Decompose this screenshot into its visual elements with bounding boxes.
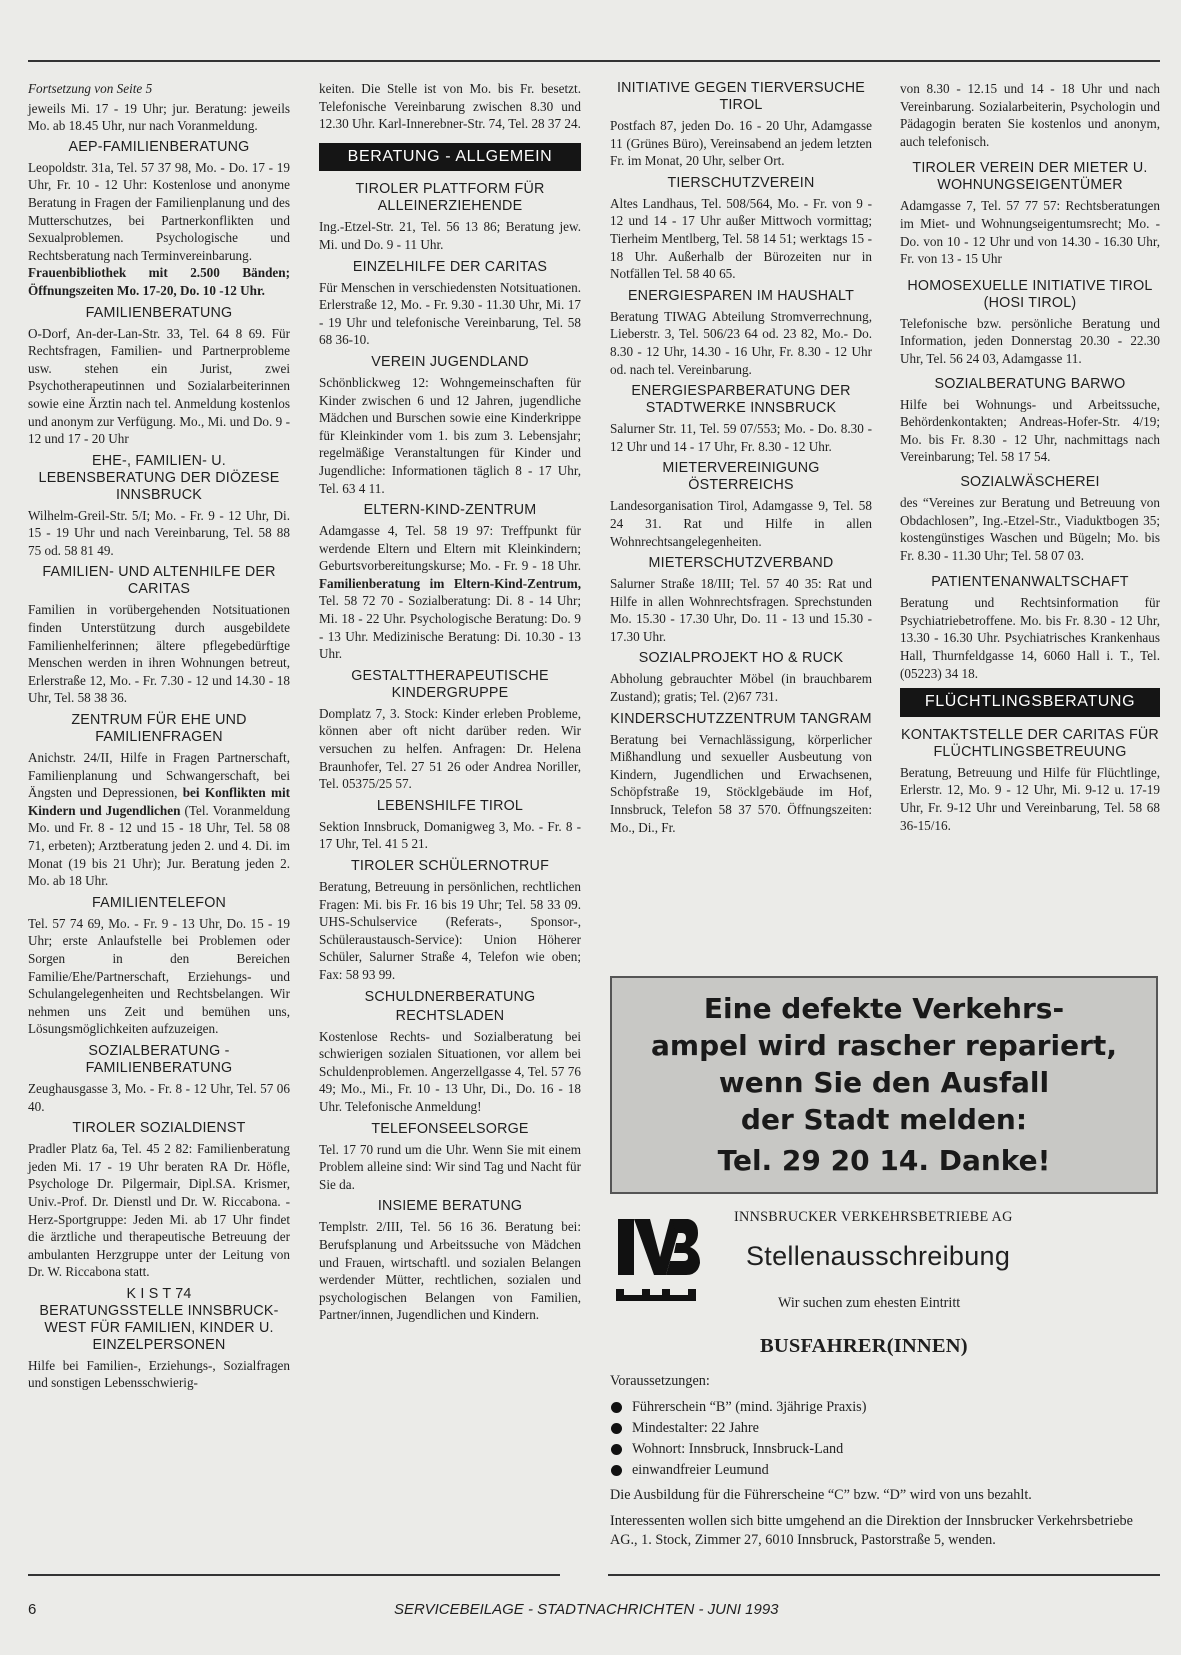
section-ho-ruck	[610, 650, 872, 705]
intro-text: von 8.30 - 12.15 und 14 - 18 Uhr und nach Vereinbarung. Sozialarbeiterin, Psychologin und Pädagogin beraten Sie kostenlos und anonym, auch telefonisch.	[900, 81, 1160, 149]
section-kist	[28, 1286, 290, 1392]
body-part: Adamgasse 4, Tel. 58 19 97: Treffpunkt für werdende Eltern und Eltern mit Kleinkindern; Geburtsvorbereitungskurse; Mo. - Fr. 9 - 18 Uhr.	[319, 523, 581, 574]
section-altenhilfe	[28, 564, 290, 707]
traffic-light-ad	[610, 976, 1158, 1194]
section-body: Beratung, Betreuung in persönlichen, rechtlichen Fragen: Mi. bis Fr. 16 bis 19 Uhr; Tel. 58 33 09. UHS-Schulservice (Referats-, Sponsor-, Schüleraustausch-Service): Union Höherer Schüler, Salurner Straße 4, Telefon wie oben; Fax: 58 93 99.	[319, 879, 581, 982]
section-body: Salurner Straße 18/III; Tel. 57 40 35: Rat und Hilfe in allen Wohnrechtsfragen. Sprechstunden Mo. 15.30 - 17.30 Uhr, Do. 11 - 13 und 15.30 - 17.30 Uhr.	[610, 576, 872, 644]
body-bold: bei Konflikten mit Kindern und Jugendlichen	[28, 785, 291, 818]
section-aep	[28, 139, 290, 300]
list-item: Führerschein “B” (mind. 3jährige Praxis)	[610, 1397, 866, 1418]
section-title: SOZIALBERATUNG - FAMILIENBERATUNG	[85, 1042, 233, 1076]
section-body: Templstr. 2/III, Tel. 56 16 36. Beratung bei: Berufsplanung und Arbeitssuche von Mädchen und Frauen, wirtschaftl. und sozialen Belangen werdender Mütter, rechtlichen, sozialen und psychologischen Belangen von Familien, Partner/innen, Jugendlichen und Kindern.	[319, 1219, 581, 1323]
section-body: Sektion Innsbruck, Domanigweg 3, Mo. - Fr. 8 - 17 Uhr, Tel. 41 5 21.	[319, 818, 581, 852]
section-title: SOZIALPROJEKT HO & RUCK	[638, 650, 844, 667]
section-body: Familien in vorübergehenden Notsituationen finden Unterstützung durch ausgebildete Familienhelferinnen; ältere pflegebedürftige Menschen werden in ihren Wohnungen betreut, Erlerstraße 12, Mo. - Fr. 7.30 - 12 und 14.30 - 18 Uhr, Tel. 58 38 36.	[28, 602, 290, 706]
section-body: Altes Landhaus, Tel. 508/564, Mo. - Fr. von 9 - 12 und 14 - 17 Uhr außer Mittwoch vormittag; Tierheim Mentlberg, Tel. 58 14 51; werktags 15 - 18 Uhr. Außerhalb der Bürozeiten nur in Notfällen Tel. 58 40 65.	[610, 195, 872, 282]
section-sozialberatung	[28, 1043, 290, 1115]
section-mieter-eigentuemer	[900, 160, 1160, 267]
section-title: EHE-, FAMILIEN- U. LEBENSBERATUNG DER DIÖZESE INNSBRUCK	[38, 452, 280, 503]
section-body: Telefonische bzw. persönliche Beratung und Information, jeden Donnerstag 20.30 - 22.30 Uhr, Tel. 56 24 03, Adamgasse 11.	[900, 315, 1160, 366]
bottom-rule-right	[608, 1574, 1160, 1576]
ad-line: Tel. 29 20 14. Danke!	[717, 1144, 1051, 1177]
section-title: TIROLER SCHÜLERNOTRUF	[350, 858, 550, 874]
ad-line: der Stadt melden:	[740, 1103, 1028, 1136]
section-body: Landesorganisation Tirol, Adamgasse 9, Tel. 58 24 31. Rat und Hilfe in allen Wohnrechtsangelegenheiten.	[610, 498, 872, 549]
page-number: 6	[28, 1601, 37, 1618]
section-title: SOZIALBERATUNG BARWO	[934, 375, 1126, 392]
ad-seek: Wir suchen zum ehesten Eintritt	[778, 1295, 961, 1311]
body-bold: Familienberatung im Eltern-Kind-Zentrum,	[319, 575, 581, 591]
section-title: TIERSCHUTZVEREIN	[667, 174, 815, 191]
section-mietervereinigung	[610, 460, 872, 550]
section-body: Salurner Str. 11, Tel. 59 07/553; Mo. - Do. 8.30 - 12 Uhr und 14 - 17 Uhr, Fr. 8.30 - 12 Uhr.	[610, 421, 872, 454]
section-title: PATIENTENANWALTSCHAFT	[931, 574, 1129, 591]
section-title: SCHULDNERBERATUNG	[364, 988, 536, 1005]
section-body: Leopoldstr. 31a, Tel. 57 37 98, Mo. - Do. 17 - 19 Uhr, Fr. 10 - 12 Uhr: Kostenlose und anonyme Beratung in Fragen der Familienplanung und des Mutterschutzes, bei Partnerkonflikten und Sexualproblemen. Psychologische und Rechtsberatung nach Terminvereinbarung.	[28, 159, 290, 263]
column-2	[319, 80, 581, 1329]
section-title: K I S T 74	[126, 1285, 192, 1302]
section-title: TELEFONSEELSORGE	[371, 1120, 529, 1137]
section-body: Beratung, Betreuung und Hilfe für Flüchtlinge, Erlerstr. 12, Mo. 9 - 12 Uhr, Mi. 9-12 u. 17-19 Uhr, Fr. 9-12 Uhr und Vereinbarung, Tel. 58 68 36-15/16.	[900, 764, 1160, 833]
section-zentrum-ehe	[28, 712, 290, 890]
publication-footer: SERVICEBEILAGE - STADTNACHRICHTEN - JUNI 1993	[394, 1601, 779, 1618]
section-body: Beratung und Rechtsinformation für Psychiatriebetroffene. Mo. bis Fr. 8.30 - 12 Uhr, 13.30 - 16.30 Uhr. Psychiatrisches Krankenhaus Hall, Thurnfeldgasse 14, 6060 Hall i. T., Tel. (05223) 34 18.	[900, 595, 1160, 681]
job-title: BUSFAHRER(INNEN)	[760, 1335, 968, 1357]
ad-line: Eine defekte Verkehrs-	[703, 992, 1065, 1025]
section-title: TIROLER PLATTFORM FÜR ALLEINERZIEHENDE	[355, 181, 545, 215]
section-title: KONTAKTSTELLE DER CARITAS FÜR FLÜCHTLINGSBETREUUNG	[901, 726, 1159, 760]
ad-line: wenn Sie den Ausfall	[718, 1066, 1050, 1099]
section-body	[28, 749, 290, 890]
section-body: Hilfe bei Wohnungs- und Arbeitssuche, Behördenkontakten; Andreas-Hofer-Str. 4/19; Mo. bis Fr. 8.30 - 12 Uhr, nachmittags nach Vereinbarung; Tel. 58 17 54.	[900, 396, 1160, 465]
section-body: Beratung bei Vernachlässigung, körperlicher Mißhandlung und sexueller Ausbeutung von Kindern, Jugendlichen und Erwachsenen, Schöpfstraße 19, Stöcklgebäude im Hof, Innsbruck, Telefon 58 37 570. Öffnungszeiten: Mo., Di., Fr.	[610, 731, 872, 835]
section-title: GESTALTTHERAPEUTISCHE KINDERGRUPPE	[351, 667, 549, 701]
section-subtitle: BERATUNGSSTELLE INNSBRUCK-WEST FÜR FAMILIEN, KINDER U. EINZELPERSONEN	[39, 1302, 279, 1353]
body-part: (Tel. Voranmeldung Mo. und Fr. 8 - 12 und 15 - 18 Uhr, Tel. 58 08 71, erbeten); Arztberatung jeden 2. und 4. Di. im Monat (19 bis 21 Uhr); Jur. Beratung jeden 2. Mo. ab 18 Uhr.	[28, 802, 290, 889]
section-title: LEBENSHILFE TIROL	[376, 797, 524, 814]
section-gestalttherapie	[319, 668, 581, 793]
section-body: Zeughausgasse 3, Mo. - Fr. 8 - 12 Uhr, Tel. 57 06 40.	[28, 1080, 290, 1114]
section-title: SOZIALWÄSCHEREI	[960, 473, 1100, 490]
section-eltern-kind	[319, 502, 581, 663]
section-body-bold: Frauenbibliothek mit 2.500 Bänden; Öffnungszeiten Mo. 17-20, Do. 10 -12 Uhr.	[28, 265, 290, 298]
section-body: Schönblickweg 12: Wohngemeinschaften für Kinder zwischen 6 und 12 Jahren, jugendliche Mädchen und Burschen sowie eine Kinderkrippe für Kleinkinder vom 1. bis zum 3. Lebensjahr; regelmäßige Veranstaltungen für Kinder und Jugendliche: Informationen täglich 8 - 17 Uhr, Tel. 63 4 11.	[319, 374, 581, 496]
section-body: Hilfe bei Familien-, Erziehungs-, Sozialfragen und sonstigen Lebensschwierig-	[28, 1357, 290, 1391]
section-title: MIETERVEREINIGUNG ÖSTERREICHS	[662, 460, 820, 494]
section-body: Pradler Platz 6a, Tel. 45 2 82: Familienberatung jeden Mi. 17 - 19 Uhr beraten RA Dr. Höfle, Psychologe Dr. Pilgermair, Dipl.SA. Krismer, Univ.-Prof. Dr. Dienstl und Dr. W. Riccabona. - Herz-Sportgruppe: Jeden Mi. ab 17 Uhr findet die ärztliche und therapeutische Betreuung der ambulanten Herzgruppe unter der Leitung von Dr. W. Riccabona statt.	[28, 1141, 290, 1280]
training-note: Die Ausbildung für die Führerscheine “C” bzw. “D” wird von uns bezahlt.	[610, 1487, 1032, 1503]
section-jugendland	[319, 354, 581, 497]
section-body: Tel. 57 74 69, Mo. - Fr. 9 - 13 Uhr, Do. 15 - 19 Uhr; erste Anlaufstelle bei Problemen oder Sorgen in den Bereichen Familie/Ehe/Partnerschaft, Erziehungs- und Schulangelegenheiten und Rechtsbelangen. Wir nehmen uns Zeit und bemühen uns, Lösungsmöglichkeiten aufzuzeigen.	[28, 915, 290, 1037]
section-familientelefon	[28, 895, 290, 1038]
section-schuldnerberatung	[319, 989, 581, 1116]
section-title: AEP-FAMILIENBERATUNG	[68, 138, 250, 155]
section-schuelernotruf	[319, 858, 581, 984]
section-body: Postfach 87, jeden Do. 16 - 20 Uhr, Adamgasse 11 (Grünes Büro), Vereinsabend an jedem letzten Fr. im Monat, 20 Uhr, selber Ort.	[610, 118, 872, 169]
ad-title: Stellenausschreibung	[746, 1241, 1011, 1271]
section-body: Tel. 17 70 rund um die Uhr. Wenn Sie mit einem Problem alleine sind: Wir sind Tag und Nacht für Sie da.	[319, 1141, 581, 1192]
section-energiesparen	[610, 288, 872, 378]
column-4	[900, 80, 1160, 839]
section-sozialwaescherei	[900, 474, 1160, 564]
section-fluechtlinge	[900, 727, 1160, 834]
section-body: des “Vereines zur Beratung und Betreuung von Obdachlosen”, Ing.-Etzel-Str., Viaduktbogen 35; kostengünstiges Waschen und Bügeln; Mo. bis Fr. 8.30 - 11.30 Uhr; Tel. 58 07 03.	[900, 494, 1160, 563]
section-body: Abholung gebrauchter Möbel (in brauchbarem Zustand); gratis; Tel. (2)67 731.	[610, 671, 872, 705]
section-insieme	[319, 1198, 581, 1324]
section-subtitle: RECHTSLADEN	[395, 1007, 505, 1024]
list-item: einwandfreier Leumund	[610, 1460, 866, 1481]
apply-note: Interessenten wollen sich bitte umgehend an die Direktion der Innsbrucker Verkehrsbetriebe AG., 1. Stock, Zimmer 27, 6010 Innsbruck, Pastorstraße 5, wenden.	[610, 1513, 1133, 1548]
section-body: Domplatz 7, 3. Stock: Kinder erleben Probleme, können aber oft nicht darüber reden. Wir versuchen zu helfen. Anfragen: Dr. Helena Braunhofer, Tel. 27 51 26 oder Andrea Noriller, Tel. 05375/25 57.	[319, 705, 581, 792]
section-body	[319, 522, 581, 663]
section-body: Wilhelm-Greil-Str. 5/I; Mo. - Fr. 9 - 12 Uhr, Di. 15 - 19 Uhr und nach Vereinbarung, Tel. 58 88 75 od. 58 81 49.	[28, 507, 290, 558]
requirements-label: Voraussetzungen:	[610, 1373, 710, 1389]
ad-line: ampel wird rascher repariert,	[651, 1029, 1117, 1062]
section-lebenshilfe	[319, 798, 581, 853]
list-item: Mindestalter: 22 Jahre	[610, 1418, 866, 1439]
section-body: Beratung TIWAG Abteilung Stromverrechnung, Lieberstr. 3, Tel. 506/23 64 od. 23 82, Mo.- Do. 8.30 - 12 Uhr, 14.30 - 16 Uhr, Fr. 8.30 - 12 Uhr od. nach tel. Vereinbarung.	[610, 308, 872, 377]
section-title: MIETERSCHUTZVERBAND	[648, 555, 834, 572]
section-mieterschutz	[610, 555, 872, 645]
section-body: Für Menschen in verschiedensten Notsituationen. Erlerstraße 12, Mo. - Fr. 9.30 - 11.30 Uhr, Mi. 17 - 19 Uhr und telefonische Vereinbarung, Tel. 58 68 36-10.	[319, 279, 581, 348]
section-title: FAMILIENBERATUNG	[85, 304, 233, 321]
section-title: FAMILIEN- UND ALTENHILFE DER CARITAS	[42, 564, 276, 598]
section-telefonseelsorge	[319, 1121, 581, 1194]
bottom-rule-left	[28, 1574, 560, 1576]
section-title: ENERGIESPARBERATUNG DER STADTWERKE INNSBRUCK	[631, 383, 851, 417]
section-body: Kostenlose Rechts- und Sozialberatung bei schwierigen sozialen Situationen, vor allem bei Schuldenproblemen. Angerzellgasse 4, Tel. 57 76 49; Mo., Mi., Fr. 10 - 13 Uhr, Di., Do. 16 - 18 Uhr. Telefonische Anmeldung!	[319, 1028, 581, 1114]
section-title: TIROLER SOZIALDIENST	[72, 1120, 246, 1137]
section-body: Ing.-Etzel-Str. 21, Tel. 56 13 86; Beratung jew. Mi. und Do. 9 - 11 Uhr.	[319, 219, 581, 252]
section-tangram	[610, 711, 872, 837]
section-title: ZENTRUM FÜR EHE UND FAMILIENFRAGEN	[71, 712, 247, 746]
section-body: O-Dorf, An-der-Lan-Str. 33, Tel. 64 8 69. Für Rechtsfragen, Familien- und Partnerprobleme usw. stehen ein Jurist, zwei Psychotherapeutinnen und Sozialarbeiterinnen sowie eine Ärztin nach tel. Anmeldung kostenlos und anonym zur Verfügung. Mo., Mi. und Do. 9 - 12 und 17 - 20 Uhr	[28, 325, 290, 447]
section-title: ELTERN-KIND-ZENTRUM	[363, 502, 537, 519]
section-title: EINZELHILFE DER CARITAS	[352, 258, 548, 275]
column-3	[610, 80, 872, 841]
category-banner: BERATUNG - ALLGEMEIN	[319, 143, 581, 172]
section-title: FAMILIENTELEFON	[91, 894, 227, 911]
section-sozialdienst	[28, 1120, 290, 1281]
section-title: INSIEME BERATUNG	[377, 1198, 523, 1215]
section-title: HOMOSEXUELLE INITIATIVE TIROL (HOSI TIROL)	[907, 277, 1153, 311]
section-stadtwerke	[610, 383, 872, 455]
section-plattform	[319, 181, 581, 253]
intro-text: jeweils Mi. 17 - 19 Uhr; jur. Beratung: jeweils Mo. ab 18.45 Uhr, nur nach Voranmeldung.	[28, 100, 290, 134]
body-part: Tel. 58 72 70 - Sozialberatung: Di. 8 - 14 Uhr; Mi. 18 - 22 Uhr. Psychologische Beratung: Do. 9 - 13 Uhr. Medizinische Beratung: Di. 10.30 - 13 Uhr.	[319, 593, 581, 662]
section-title: VEREIN JUGENDLAND	[371, 353, 529, 370]
section-dioezese	[28, 453, 290, 560]
section-hosi	[900, 278, 1160, 368]
section-tierversuche	[610, 80, 872, 170]
section-title: ENERGIESPAREN IM HAUSHALT	[627, 287, 855, 304]
ivb-logo-icon	[612, 1213, 700, 1309]
company-name: INNSBRUCKER VERKEHRSBETRIEBE AG	[734, 1209, 1013, 1225]
category-banner: FLÜCHTLINGSBERATUNG	[900, 688, 1160, 717]
section-title: TIROLER VEREIN DER MIETER U. WOHNUNGSEIGENTÜMER	[912, 160, 1148, 194]
requirements-list	[610, 1397, 866, 1481]
top-rule	[28, 60, 1160, 62]
section-tierschutz	[610, 175, 872, 283]
intro-text: keiten. Die Stelle ist von Mo. bis Fr. besetzt. Telefonische Vereinbarung zwischen 8.30 und 12.30 Uhr. Karl-Innerebner-Str. 74, Tel. 28 37 24.	[319, 81, 581, 132]
job-ad	[610, 1205, 1160, 1555]
continuation-note: Fortsetzung von Seite 5	[28, 81, 153, 96]
section-body: Adamgasse 7, Tel. 57 77 57: Rechtsberatungen im Miet- und Wohnungseigentumsrecht; Mo. - Do. von 10 - 12 Uhr und von 14.30 - 16.30 Uhr, Fr. von 13 - 15 Uhr	[900, 198, 1160, 267]
section-title: INITIATIVE GEGEN TIERVERSUCHE TIROL	[616, 80, 866, 113]
section-title: KINDERSCHUTZZENTRUM TANGRAM	[610, 710, 872, 727]
section-einzelhilfe	[319, 259, 581, 349]
body-part: Anichstr. 24/II, Hilfe in Fragen Partnerschaft, Familienplanung und Schwangerschaft, bei Ängsten und Depressionen,	[28, 750, 290, 801]
list-item: Wohnort: Innsbruck, Innsbruck-Land	[610, 1439, 866, 1460]
section-familienberatung	[28, 305, 290, 448]
column-1	[28, 80, 290, 1397]
section-patientenanwaltschaft	[900, 574, 1160, 682]
section-barwo	[900, 376, 1160, 466]
